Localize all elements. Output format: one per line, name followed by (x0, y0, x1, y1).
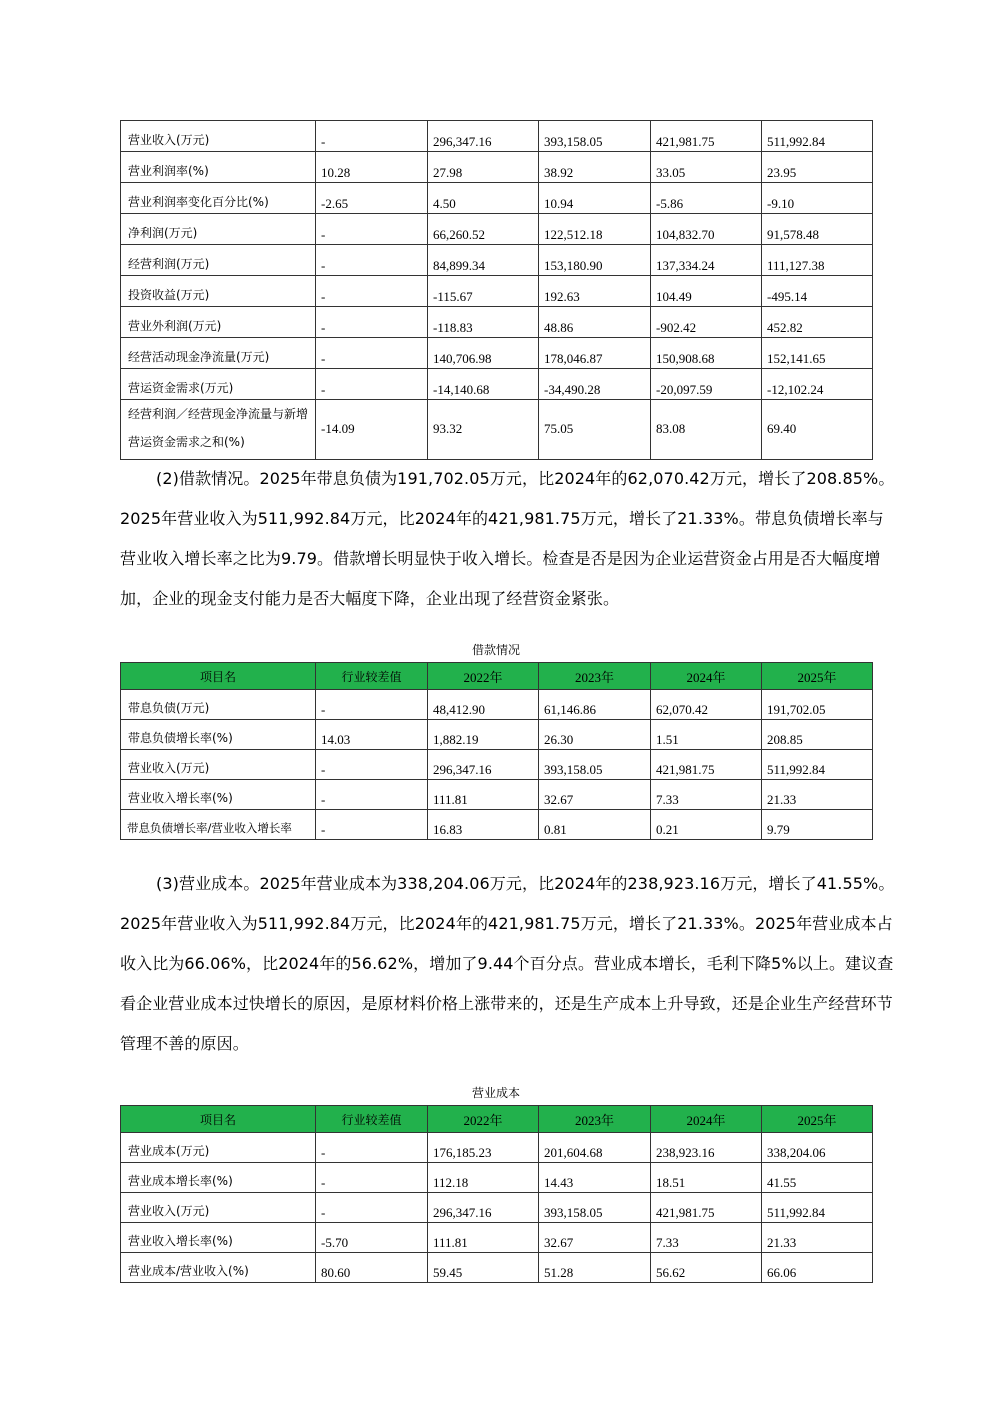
cell: 51.28 (539, 1253, 651, 1283)
cell: 4.50 (428, 183, 539, 214)
row-label: 营业利润率变化百分比(%) (121, 183, 316, 214)
cell: 83.08 (651, 400, 762, 460)
column-header: 行业较差值 (316, 663, 428, 690)
cell: 23.95 (762, 152, 873, 183)
table-row (121, 1253, 873, 1283)
cell: - (316, 276, 428, 307)
cell: 238,923.16 (651, 1133, 762, 1163)
table-row (121, 1163, 873, 1193)
cost-table (120, 1105, 873, 1283)
row-label: 营运资金需求(万元) (121, 369, 316, 400)
cell: 27.98 (428, 152, 539, 183)
table-row (121, 307, 873, 338)
cell: 10.28 (316, 152, 428, 183)
row-label: 净利润(万元) (121, 214, 316, 245)
cell: 1,882.19 (428, 720, 539, 750)
cell: 112.18 (428, 1163, 539, 1193)
cell: - (316, 214, 428, 245)
table-header-row (121, 1106, 873, 1133)
table-row (121, 810, 873, 840)
paragraph-loans: (2)借款情况。2025年带息负债为191,702.05万元，比2024年的62,070.42万元，增长了208.85%。2025年营业收入为511,992.84万元，比2024年的421,981.75万元，增长了21.33%。带息负债增长率与营业收入增长率之比为9.79。借款增长明显快于收入增长。检查是否是因为企业运营资金占用是否大幅度增加，企业的现金支付能力是否大幅度下降，企业出现了经营资金紧张。 (120, 469, 895, 608)
table-row (121, 780, 873, 810)
cell: -34,490.28 (539, 369, 651, 400)
cell: 59.45 (428, 1253, 539, 1283)
table-row (121, 1133, 873, 1163)
cell: 7.33 (651, 780, 762, 810)
table-caption-cost: 营业成本 (471, 1086, 520, 1100)
row-label: 营业成本(万元) (121, 1133, 316, 1163)
column-header: 项目名 (121, 1106, 316, 1133)
cell: - (316, 750, 428, 780)
cell: 56.62 (651, 1253, 762, 1283)
cell: 62,070.42 (651, 690, 762, 720)
column-header: 2024年 (651, 663, 762, 690)
cell: 393,158.05 (539, 1193, 651, 1223)
cell: 150,908.68 (651, 338, 762, 369)
cell: 41.55 (762, 1163, 873, 1193)
cell: 201,604.68 (539, 1133, 651, 1163)
cell: 9.79 (762, 810, 873, 840)
cell: 421,981.75 (651, 1193, 762, 1223)
row-label: 营业收入增长率(%) (121, 1223, 316, 1253)
cell: 33.05 (651, 152, 762, 183)
table-row (121, 1223, 873, 1253)
cell: 111,127.38 (762, 245, 873, 276)
row-label: 投资收益(万元) (121, 276, 316, 307)
cell: 338,204.06 (762, 1133, 873, 1163)
cell: -5.70 (316, 1223, 428, 1253)
cell: - (316, 307, 428, 338)
cell: -495.14 (762, 276, 873, 307)
cell: 296,347.16 (428, 1193, 539, 1223)
table-row (121, 720, 873, 750)
cell: 137,334.24 (651, 245, 762, 276)
cell: - (316, 1133, 428, 1163)
cell: -20,097.59 (651, 369, 762, 400)
table-row (121, 338, 873, 369)
cell: -9.10 (762, 183, 873, 214)
table-row (121, 1193, 873, 1223)
cell: 75.05 (539, 400, 651, 460)
table-row (121, 690, 873, 720)
row-label: 营业成本/营业收入(%) (121, 1253, 316, 1283)
row-label: 营业收入增长率(%) (121, 780, 316, 810)
cell: 66.06 (762, 1253, 873, 1283)
cell: 122,512.18 (539, 214, 651, 245)
cell: 18.51 (651, 1163, 762, 1193)
cell: 153,180.90 (539, 245, 651, 276)
cell: - (316, 369, 428, 400)
cell: 48.86 (539, 307, 651, 338)
cell: -14,140.68 (428, 369, 539, 400)
cell: 61,146.86 (539, 690, 651, 720)
cell: - (316, 810, 428, 840)
column-header: 行业较差值 (316, 1106, 428, 1133)
cell: - (316, 338, 428, 369)
column-header: 2023年 (539, 1106, 651, 1133)
table-row (121, 121, 873, 152)
cell: -118.83 (428, 307, 539, 338)
column-header: 项目名 (121, 663, 316, 690)
cell: 296,347.16 (428, 750, 539, 780)
cell: 176,185.23 (428, 1133, 539, 1163)
cell: 104.49 (651, 276, 762, 307)
paragraph-cost: (3)营业成本。2025年营业成本为338,204.06万元，比2024年的238,923.16万元，增长了41.55%。2025年营业收入为511,992.84万元，比2024年的421,981.75万元，增长了21.33%。2025年营业成本占收入比为66.06%，比2024年的56.62%，增加了9.44个百分点。营业成本增长，毛利下降5%以上。建议查看企业营业成本过快增长的原因，是原材料价格上涨带来的，还是生产成本上升导致，还是企业生产经营环节管理不善的原因。 (120, 874, 895, 1053)
table-row (121, 400, 873, 460)
cell: 152,141.65 (762, 338, 873, 369)
cell: 191,702.05 (762, 690, 873, 720)
table-row (121, 214, 873, 245)
cell: 32.67 (539, 1223, 651, 1253)
table-row (121, 245, 873, 276)
cell: 421,981.75 (651, 121, 762, 152)
loans-table (120, 662, 873, 840)
row-label: 带息负债(万元) (121, 690, 316, 720)
cell: 26.30 (539, 720, 651, 750)
cell: -2.65 (316, 183, 428, 214)
cell: 91,578.48 (762, 214, 873, 245)
cell: - (316, 121, 428, 152)
row-label: 带息负债增长率(%) (121, 720, 316, 750)
row-label: 经营活动现金净流量(万元) (121, 338, 316, 369)
cell: 452.82 (762, 307, 873, 338)
cell: 140,706.98 (428, 338, 539, 369)
table-row (121, 369, 873, 400)
row-label: 经营利润(万元) (121, 245, 316, 276)
cell: 178,046.87 (539, 338, 651, 369)
cell: 93.32 (428, 400, 539, 460)
cell: 32.67 (539, 780, 651, 810)
cell: 192.63 (539, 276, 651, 307)
column-header: 2025年 (762, 663, 873, 690)
row-label: 营业成本增长率(%) (121, 1163, 316, 1193)
column-header: 2023年 (539, 663, 651, 690)
table-row (121, 276, 873, 307)
row-label: 营业收入(万元) (121, 1193, 316, 1223)
cell: 393,158.05 (539, 121, 651, 152)
cell: 38.92 (539, 152, 651, 183)
row-label: 营业外利润(万元) (121, 307, 316, 338)
cell: 0.21 (651, 810, 762, 840)
table-row (121, 183, 873, 214)
column-header: 2024年 (651, 1106, 762, 1133)
cell: 104,832.70 (651, 214, 762, 245)
cell: -12,102.24 (762, 369, 873, 400)
cell: -5.86 (651, 183, 762, 214)
cell: 66,260.52 (428, 214, 539, 245)
cell: 208.85 (762, 720, 873, 750)
row-label: 营业收入(万元) (121, 750, 316, 780)
cell: -14.09 (316, 400, 428, 460)
cell: 511,992.84 (762, 1193, 873, 1223)
table-caption-loans: 借款情况 (471, 643, 520, 657)
cell: 7.33 (651, 1223, 762, 1253)
cell: 21.33 (762, 780, 873, 810)
cell: - (316, 780, 428, 810)
cell: 14.43 (539, 1163, 651, 1193)
cell: 48,412.90 (428, 690, 539, 720)
cell: 421,981.75 (651, 750, 762, 780)
row-label: 经营利润／经营现金净流量与新增营运资金需求之和(%) (121, 400, 316, 460)
cell: - (316, 245, 428, 276)
cell: 511,992.84 (762, 121, 873, 152)
cell: 16.83 (428, 810, 539, 840)
row-label: 带息负债增长率/营业收入增长率 (121, 810, 316, 840)
cell: 1.51 (651, 720, 762, 750)
cell: - (316, 1193, 428, 1223)
cell: 296,347.16 (428, 121, 539, 152)
row-label: 营业收入(万元) (121, 121, 316, 152)
cell: 111.81 (428, 1223, 539, 1253)
indicator-table (120, 120, 873, 460)
cell: 111.81 (428, 780, 539, 810)
table-header-row (121, 663, 873, 690)
cell: -115.67 (428, 276, 539, 307)
column-header: 2022年 (428, 1106, 539, 1133)
column-header: 2022年 (428, 663, 539, 690)
column-header: 2025年 (762, 1106, 873, 1133)
cell: - (316, 690, 428, 720)
cell: 84,899.34 (428, 245, 539, 276)
cell: 69.40 (762, 400, 873, 460)
cell: -902.42 (651, 307, 762, 338)
cell: 80.60 (316, 1253, 428, 1283)
table-row (121, 750, 873, 780)
table-row (121, 152, 873, 183)
cell: 14.03 (316, 720, 428, 750)
cell: 10.94 (539, 183, 651, 214)
row-label: 营业利润率(%) (121, 152, 316, 183)
cell: 21.33 (762, 1223, 873, 1253)
cell: 0.81 (539, 810, 651, 840)
cell: - (316, 1163, 428, 1193)
cell: 393,158.05 (539, 750, 651, 780)
cell: 511,992.84 (762, 750, 873, 780)
